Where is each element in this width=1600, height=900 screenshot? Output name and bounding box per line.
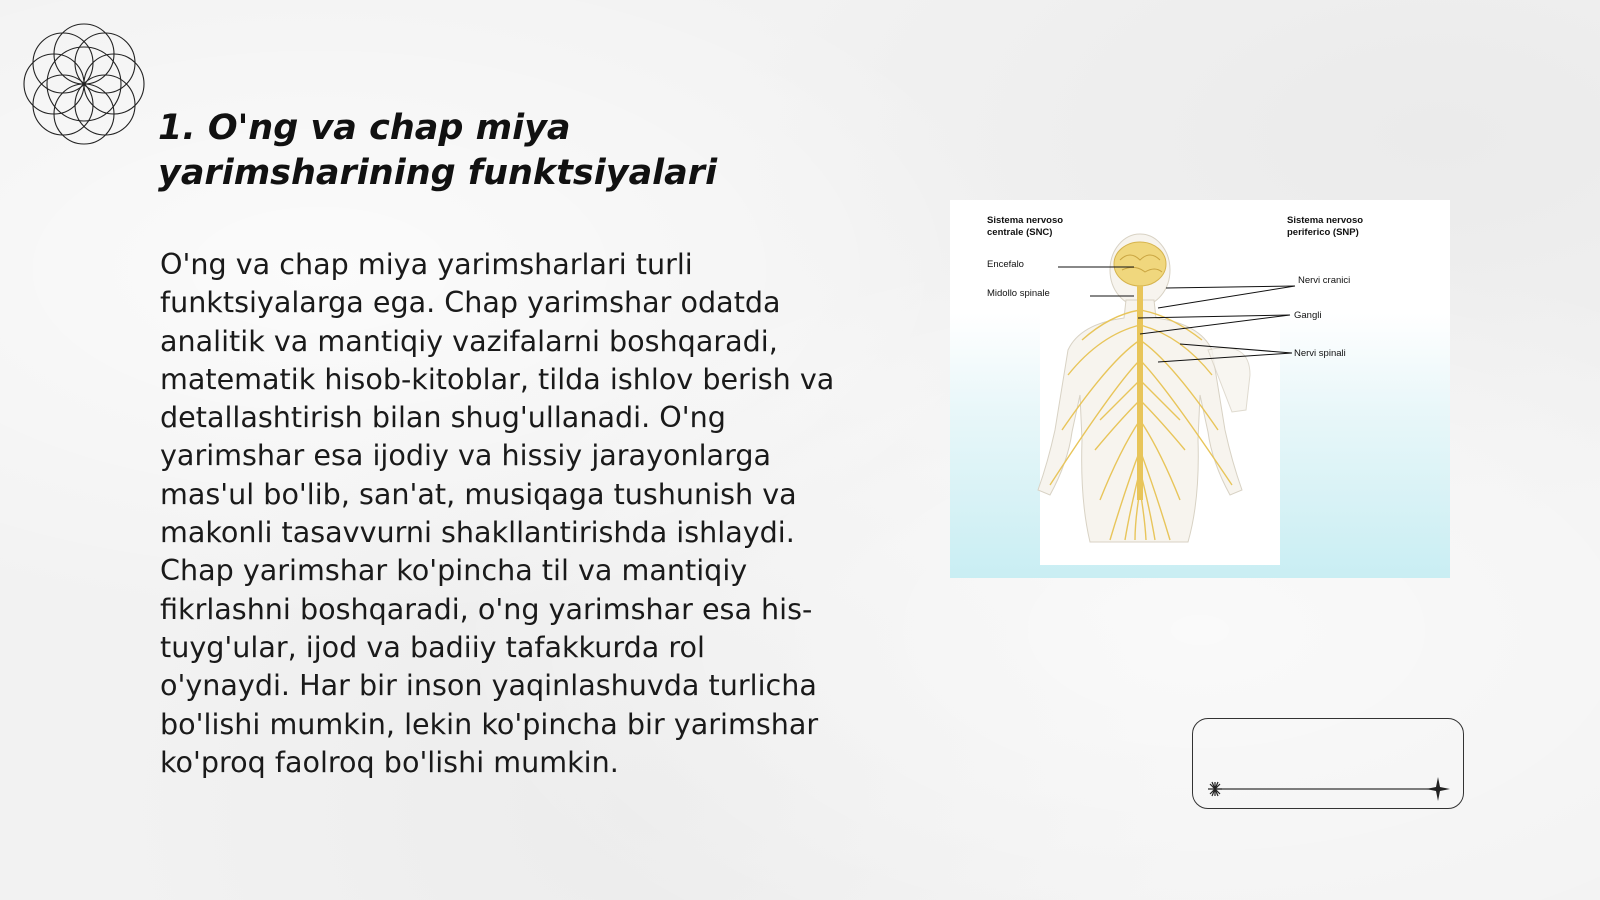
sparkle-icon	[1208, 782, 1222, 796]
label-snc-line1: Sistema nervoso	[987, 215, 1064, 226]
label-snc	[987, 215, 1063, 239]
label-snp-line2: periferico (SNP)	[1287, 227, 1359, 238]
slide-title: 1. O'ng va chap miya yarimsharining funktsiyalari	[158, 108, 718, 193]
label-snp-line1: Sistema nervoso	[1287, 215, 1364, 226]
nervous-system-illustration	[950, 200, 1450, 578]
label-snc-line2: centrale (SNC)	[987, 227, 1053, 238]
four-point-star-icon	[1426, 777, 1450, 801]
circle-rosette-icon	[10, 10, 158, 158]
decorative-slider-frame	[1192, 718, 1464, 809]
slide-body-text: O'ng va chap miya yarimsharlari turli funktsiyalarga ega. Chap yarimshar odatda analitik va mantiqiy vazifalarni boshqaradi, matematik hisob-kitoblar, tilda ishlov berish va detallashtirish bilan shug'ullanadi. O'ng yarimshar esa ijodiy va hissiy jarayonlarga mas'ul bo'lib, san'at, musiqaga tushunish va makonli tasavvurni shakllantirishda ishlaydi. Chap yarimshar ko'pincha til va mantiqiy fikrlashni boshqaradi, o'ng yarimshar esa his-tuyg'ular, ijod va badiiy tafakkurda rol o'ynaydi. Har bir inson yaqinlashuvda turlicha bo'lishi mumkin, lekin ko'pincha bir yarimshar ko'proq faolroq bo'lishi mumkin.	[160, 247, 835, 779]
label-nervi-cranici: Nervi cranici	[1298, 275, 1351, 286]
label-nervi-spinali: Nervi spinali	[1294, 348, 1346, 359]
label-snp	[1287, 215, 1363, 239]
label-encefalo: Encefalo	[987, 259, 1024, 270]
label-midollo-spinale: Midollo spinale	[987, 288, 1050, 299]
nervous-system-figure	[950, 200, 1450, 578]
label-gangli: Gangli	[1294, 310, 1322, 321]
